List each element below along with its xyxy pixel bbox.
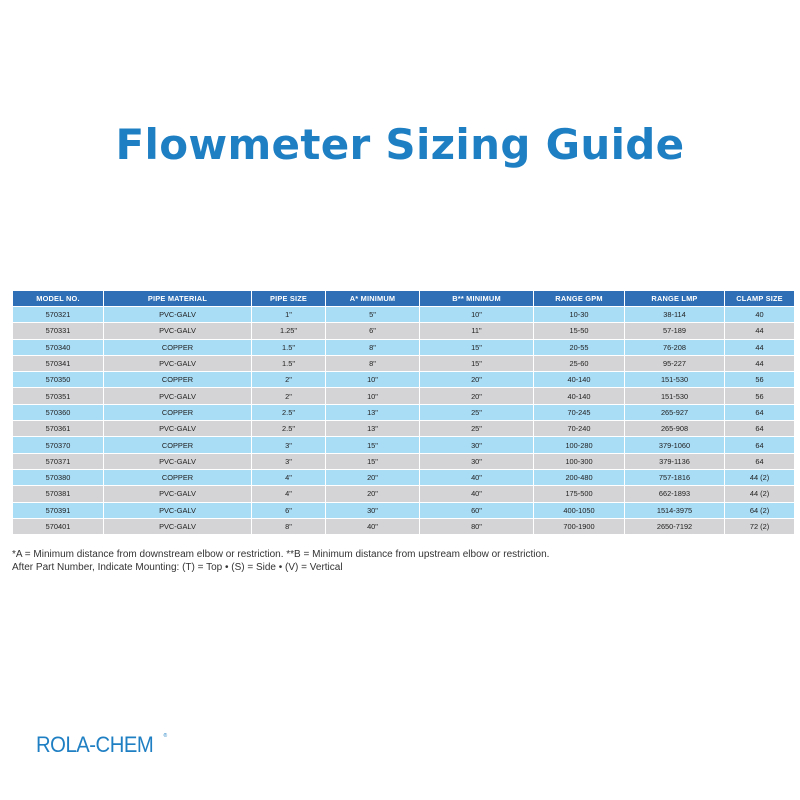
- cell-pipe-size: 8": [252, 518, 326, 534]
- cell-range-lmp: 38-114: [625, 307, 725, 323]
- cell-pipe-size: 1.25": [252, 323, 326, 339]
- cell-pipe-size: 3": [252, 437, 326, 453]
- cell-pipe-size: 1.5": [252, 355, 326, 371]
- table-header-row: [13, 291, 795, 307]
- cell-range-lmp: 2650-7192: [625, 518, 725, 534]
- cell-a-minimum: 15": [326, 453, 420, 469]
- cell-clamp-size: 64: [725, 437, 795, 453]
- cell-pipe-material: PVC-GALV: [104, 518, 252, 534]
- cell-pipe-size: 3": [252, 453, 326, 469]
- cell-range-gpm: 10-30: [534, 307, 625, 323]
- cell-range-gpm: 700-1900: [534, 518, 625, 534]
- cell-clamp-size: 40: [725, 307, 795, 323]
- cell-a-minimum: 13": [326, 421, 420, 437]
- cell-pipe-size: 4": [252, 486, 326, 502]
- cell-pipe-size: 1.5": [252, 339, 326, 355]
- cell-b-minimum: 20": [420, 388, 534, 404]
- cell-model-no: 570350: [13, 372, 104, 388]
- cell-pipe-material: PVC-GALV: [104, 388, 252, 404]
- cell-clamp-size: 56: [725, 388, 795, 404]
- cell-pipe-size: 4": [252, 469, 326, 485]
- cell-range-gpm: 15-50: [534, 323, 625, 339]
- cell-pipe-material: COPPER: [104, 469, 252, 485]
- cell-pipe-material: PVC-GALV: [104, 323, 252, 339]
- cell-a-minimum: 5": [326, 307, 420, 323]
- cell-model-no: 570361: [13, 421, 104, 437]
- table-row: [13, 372, 795, 388]
- cell-range-lmp: 57-189: [625, 323, 725, 339]
- cell-b-minimum: 20": [420, 372, 534, 388]
- cell-pipe-material: COPPER: [104, 437, 252, 453]
- cell-range-lmp: 379-1060: [625, 437, 725, 453]
- cell-model-no: 570340: [13, 339, 104, 355]
- cell-clamp-size: 44: [725, 323, 795, 339]
- cell-model-no: 570371: [13, 453, 104, 469]
- cell-range-lmp: 757-1816: [625, 469, 725, 485]
- table-row: [13, 404, 795, 420]
- cell-range-gpm: 20-55: [534, 339, 625, 355]
- cell-pipe-material: COPPER: [104, 404, 252, 420]
- cell-clamp-size: 64: [725, 404, 795, 420]
- rola-chem-logo: [36, 732, 167, 758]
- cell-range-gpm: 400-1050: [534, 502, 625, 518]
- cell-model-no: 570321: [13, 307, 104, 323]
- cell-b-minimum: 40": [420, 469, 534, 485]
- cell-b-minimum: 25": [420, 421, 534, 437]
- cell-range-gpm: 100-280: [534, 437, 625, 453]
- cell-pipe-material: PVC-GALV: [104, 355, 252, 371]
- cell-a-minimum: 8": [326, 355, 420, 371]
- cell-model-no: 570391: [13, 502, 104, 518]
- cell-b-minimum: 30": [420, 453, 534, 469]
- cell-b-minimum: 30": [420, 437, 534, 453]
- table-row: [13, 388, 795, 404]
- flowmeter-sizing-table: [12, 290, 795, 535]
- header-range-gpm: RANGE GPM: [534, 291, 625, 307]
- cell-range-lmp: 662-1893: [625, 486, 725, 502]
- cell-a-minimum: 10": [326, 372, 420, 388]
- cell-range-lmp: 265-927: [625, 404, 725, 420]
- cell-pipe-material: COPPER: [104, 372, 252, 388]
- cell-a-minimum: 8": [326, 339, 420, 355]
- table-row: [13, 339, 795, 355]
- cell-range-lmp: 95-227: [625, 355, 725, 371]
- cell-a-minimum: 15": [326, 437, 420, 453]
- cell-clamp-size: 64: [725, 421, 795, 437]
- cell-a-minimum: 6": [326, 323, 420, 339]
- cell-b-minimum: 40": [420, 486, 534, 502]
- header-model-no: MODEL NO.: [13, 291, 104, 307]
- cell-pipe-material: COPPER: [104, 339, 252, 355]
- header-pipe-material: PIPE MATERIAL: [104, 291, 252, 307]
- cell-range-lmp: 76-208: [625, 339, 725, 355]
- cell-a-minimum: 20": [326, 469, 420, 485]
- cell-pipe-size: 2": [252, 388, 326, 404]
- cell-b-minimum: 11": [420, 323, 534, 339]
- cell-model-no: 570381: [13, 486, 104, 502]
- cell-clamp-size: 44: [725, 355, 795, 371]
- cell-pipe-size: 1": [252, 307, 326, 323]
- cell-model-no: 570380: [13, 469, 104, 485]
- cell-range-gpm: 70-240: [534, 421, 625, 437]
- table-row: [13, 453, 795, 469]
- table-row: [13, 307, 795, 323]
- cell-pipe-size: 2": [252, 372, 326, 388]
- cell-range-lmp: 1514-3975: [625, 502, 725, 518]
- header-pipe-size: PIPE SIZE: [252, 291, 326, 307]
- cell-range-gpm: 100-300: [534, 453, 625, 469]
- cell-pipe-material: PVC-GALV: [104, 421, 252, 437]
- table-row: [13, 502, 795, 518]
- cell-clamp-size: 72 (2): [725, 518, 795, 534]
- cell-range-lmp: 379-1136: [625, 453, 725, 469]
- cell-pipe-material: PVC-GALV: [104, 502, 252, 518]
- cell-a-minimum: 30": [326, 502, 420, 518]
- cell-b-minimum: 60": [420, 502, 534, 518]
- table-row: [13, 469, 795, 485]
- cell-pipe-material: PVC-GALV: [104, 307, 252, 323]
- cell-model-no: 570360: [13, 404, 104, 420]
- cell-pipe-size: 6": [252, 502, 326, 518]
- cell-a-minimum: 10": [326, 388, 420, 404]
- cell-model-no: 570370: [13, 437, 104, 453]
- cell-a-minimum: 13": [326, 404, 420, 420]
- cell-b-minimum: 10": [420, 307, 534, 323]
- cell-range-gpm: 40-140: [534, 372, 625, 388]
- table-row: [13, 518, 795, 534]
- table-row: [13, 437, 795, 453]
- cell-b-minimum: 15": [420, 355, 534, 371]
- table-body: [13, 307, 795, 535]
- cell-b-minimum: 25": [420, 404, 534, 420]
- table-row: [13, 421, 795, 437]
- registered-mark: ®: [163, 733, 168, 739]
- cell-range-lmp: 265-908: [625, 421, 725, 437]
- cell-b-minimum: 15": [420, 339, 534, 355]
- cell-a-minimum: 40": [326, 518, 420, 534]
- cell-a-minimum: 20": [326, 486, 420, 502]
- footnote-mounting: After Part Number, Indicate Mounting: (T) = Top • (S) = Side • (V) = Vertical: [12, 562, 343, 573]
- cell-pipe-size: 2.5": [252, 421, 326, 437]
- cell-clamp-size: 64 (2): [725, 502, 795, 518]
- cell-pipe-size: 2.5": [252, 404, 326, 420]
- header-clamp-size: CLAMP SIZE: [725, 291, 795, 307]
- cell-model-no: 570401: [13, 518, 104, 534]
- cell-clamp-size: 56: [725, 372, 795, 388]
- header-b-minimum: B** MINIMUM: [420, 291, 534, 307]
- cell-model-no: 570351: [13, 388, 104, 404]
- cell-pipe-material: PVC-GALV: [104, 486, 252, 502]
- cell-range-gpm: 70-245: [534, 404, 625, 420]
- cell-clamp-size: 44: [725, 339, 795, 355]
- cell-model-no: 570331: [13, 323, 104, 339]
- cell-range-gpm: 200-480: [534, 469, 625, 485]
- header-range-lmp: RANGE LMP: [625, 291, 725, 307]
- cell-range-gpm: 175-500: [534, 486, 625, 502]
- page-title: Flowmeter Sizing Guide: [115, 120, 685, 170]
- cell-range-lmp: 151-530: [625, 388, 725, 404]
- table-row: [13, 355, 795, 371]
- header-a-minimum: A* MINIMUM: [326, 291, 420, 307]
- cell-range-gpm: 25-60: [534, 355, 625, 371]
- table-row: [13, 486, 795, 502]
- cell-clamp-size: 64: [725, 453, 795, 469]
- cell-b-minimum: 80": [420, 518, 534, 534]
- cell-model-no: 570341: [13, 355, 104, 371]
- table-row: [13, 323, 795, 339]
- cell-clamp-size: 44 (2): [725, 486, 795, 502]
- cell-range-gpm: 40-140: [534, 388, 625, 404]
- cell-pipe-material: PVC-GALV: [104, 453, 252, 469]
- logo-text: ROLA-CHEM: [36, 732, 154, 757]
- footnote-distance: *A = Minimum distance from downstream elbow or restriction. **B = Minimum distance from upstream elbow or restriction.: [12, 549, 550, 560]
- cell-range-lmp: 151-530: [625, 372, 725, 388]
- cell-clamp-size: 44 (2): [725, 469, 795, 485]
